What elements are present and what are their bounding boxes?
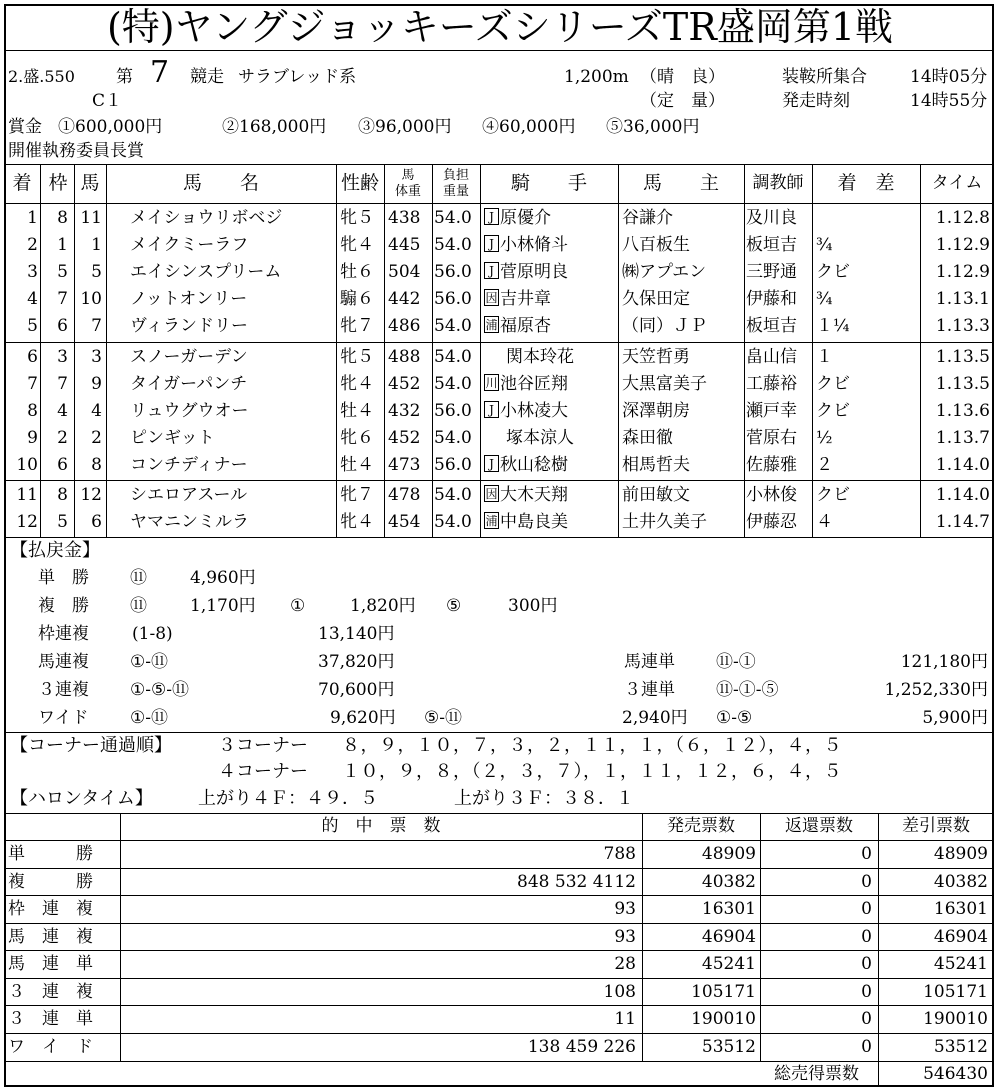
votes-header-sold: 発売票数	[667, 816, 735, 836]
result-no: 12	[80, 485, 102, 505]
result-load: 54.0	[434, 347, 472, 367]
jockey-affiliation-badge: 川	[485, 376, 498, 390]
header-horse-no: 馬	[80, 172, 100, 194]
votes-header-net: 差引票数	[902, 816, 970, 836]
votes-sold: 190010	[691, 1009, 756, 1029]
result-no: 2	[91, 428, 102, 448]
result-owner: 天笠哲勇	[622, 347, 690, 367]
jockey-affiliation-badge: J	[484, 401, 499, 418]
result-trainer: 伊藤忍	[746, 512, 797, 532]
votes-sold: 40382	[701, 871, 756, 892]
result-trainer: 菅原右	[746, 428, 797, 448]
umatan-combo: ⑪-①	[716, 652, 756, 672]
votes-net: 45241	[933, 954, 988, 974]
result-load: 54.0	[434, 428, 472, 448]
result-jockey	[484, 398, 618, 425]
votes-label: ワ イ ド	[8, 1036, 93, 1057]
header-load-bottom: 重量	[442, 184, 469, 199]
votes-label: 馬 連 複	[8, 926, 93, 947]
result-weight: 488	[388, 347, 421, 367]
result-name: エイシンスプリーム	[130, 262, 282, 282]
start-label: 発走時刻	[782, 91, 850, 111]
result-name: ヤマニンミルラ	[130, 512, 249, 532]
result-frame: 6	[57, 455, 68, 475]
result-frame: 6	[57, 316, 68, 336]
votes-label: 複 勝	[8, 871, 93, 892]
result-sexage: 牝７	[340, 316, 374, 336]
votes-header-refund: 返還票数	[785, 816, 853, 836]
tansho-label: 単 勝	[38, 568, 89, 588]
result-jockey	[484, 259, 618, 286]
result-time: 1.12.8	[935, 208, 990, 228]
result-load: 54.0	[434, 374, 472, 394]
result-owner: ㈱アプエン	[622, 262, 707, 282]
umatan-value: 121,180円	[900, 652, 988, 672]
jockey-name: 大木天翔	[500, 485, 568, 505]
result-weight: 438	[388, 208, 421, 228]
santan-combo: ⑪-①-⑤	[716, 680, 779, 700]
result-jockey	[484, 344, 640, 371]
wakuren-value: 13,140円	[318, 624, 395, 644]
umaren-value: 37,820円	[318, 652, 395, 672]
votes-sold: 48909	[701, 844, 756, 864]
votes-net: 46904	[933, 926, 988, 947]
result-time: 1.14.7	[935, 512, 990, 532]
result-frame: 3	[57, 347, 68, 367]
fukusho-value-3: 300円	[508, 596, 558, 616]
tansho-value: 4,960円	[190, 568, 256, 588]
votes-hit: 848 532 4112	[517, 871, 636, 892]
result-name: ノットオンリー	[130, 289, 248, 309]
sanfuku-combo: ①-⑤-⑪	[130, 680, 189, 700]
jockey-name: 小林凌大	[500, 401, 568, 421]
result-weight: 478	[388, 485, 421, 505]
result-rank: 7	[27, 374, 38, 394]
result-rank: 1	[27, 208, 38, 228]
header-jockey: 騎 手	[510, 172, 587, 194]
result-jockey	[484, 286, 618, 313]
race-weight-rule: （定 量）	[640, 91, 725, 111]
jockey-name: 塚本涼人	[506, 428, 574, 448]
result-jockey	[484, 232, 618, 259]
votes-label: 単 勝	[8, 844, 93, 864]
result-frame: 7	[57, 374, 68, 394]
result-load: 56.0	[434, 289, 472, 309]
votes-hit: 28	[614, 954, 636, 974]
header-load-top: 負担	[442, 168, 469, 183]
wide-value-3: 5,900円	[922, 708, 988, 728]
header-margin: 着 差	[837, 172, 895, 194]
result-sexage: 牝４	[340, 374, 374, 394]
result-jockey	[484, 313, 618, 340]
votes-refund: 0	[861, 981, 872, 1002]
wakuren-label: 枠連複	[38, 624, 89, 644]
wide-label: ワイド	[38, 708, 89, 728]
result-time: 1.13.5	[935, 374, 990, 394]
result-owner: 八百板生	[622, 235, 690, 255]
result-jockey	[484, 482, 618, 509]
jockey-name: 池谷匠翔	[500, 374, 568, 394]
result-sexage: 牝５	[340, 347, 374, 367]
result-no: 10	[80, 289, 102, 309]
result-margin: ２	[816, 455, 833, 475]
result-trainer: 板垣吉	[746, 316, 797, 336]
result-time: 1.12.9	[935, 262, 990, 282]
jockey-affiliation-badge: J	[484, 455, 499, 472]
votes-label: 枠 連 複	[8, 899, 93, 919]
result-rank: 3	[27, 262, 38, 282]
result-frame: 4	[57, 401, 68, 421]
result-trainer: 小林俊	[746, 485, 797, 505]
result-margin: クビ	[816, 485, 850, 505]
result-load: 54.0	[434, 316, 472, 336]
jockey-affiliation-badge: J	[484, 262, 499, 279]
result-sexage: 牝４	[340, 235, 374, 255]
title-rule	[4, 50, 994, 51]
votes-hit: 93	[614, 899, 636, 919]
corner-4-order: １０，９，８，（２，３，７），１，１１，１２，６，４，５	[342, 761, 842, 782]
race-number: 7	[150, 55, 170, 90]
corner-3-label: ３コーナー	[218, 735, 308, 756]
result-name: コンチディナー	[130, 455, 248, 475]
votes-net: 16301	[933, 899, 988, 919]
fukusho-combo-2: ①	[290, 596, 306, 616]
header-rank: 着	[12, 172, 32, 194]
result-frame: 2	[57, 428, 68, 448]
votes-refund: 0	[861, 871, 872, 892]
result-jockey	[484, 452, 618, 479]
votes-hit: 93	[614, 926, 636, 947]
header-trainer: 調教師	[752, 173, 804, 193]
result-frame: 7	[57, 289, 68, 309]
result-time: 1.13.5	[935, 347, 990, 367]
result-trainer: 及川良	[746, 208, 797, 228]
result-margin: １	[816, 347, 833, 367]
fukusho-combo-1: ⑪	[130, 596, 147, 616]
votes-sold: 46904	[701, 926, 756, 947]
result-frame: 5	[57, 262, 68, 282]
votes-label: ３ 連 複	[8, 981, 93, 1002]
result-no: 5	[91, 262, 102, 282]
jockey-name: 中島良美	[500, 512, 568, 532]
header-weight-bottom: 体重	[394, 184, 421, 199]
result-no: 6	[91, 512, 102, 532]
result-owner: 土井久美子	[622, 512, 707, 532]
votes-net: 48909	[933, 844, 988, 864]
result-rank: 5	[27, 316, 38, 336]
result-frame: 8	[57, 485, 68, 505]
result-sexage: 牡４	[340, 401, 374, 421]
result-no: 1	[91, 235, 102, 255]
result-sexage: 騸６	[340, 289, 374, 309]
result-rank: 6	[27, 347, 38, 367]
result-weight: 473	[388, 455, 421, 475]
votes-hit: 108	[603, 981, 636, 1002]
start-time: 14時55分	[910, 91, 988, 111]
votes-hit: 138 459 226	[527, 1036, 636, 1057]
votes-sold: 105171	[691, 981, 756, 1002]
gather-label: 装鞍所集合	[782, 67, 867, 87]
result-rank: 12	[16, 512, 38, 532]
result-sexage: 牝７	[340, 485, 374, 505]
header-weight-top: 馬	[401, 168, 415, 183]
prize-3: ③96,000円	[358, 117, 452, 137]
result-load: 56.0	[434, 401, 472, 421]
race-breed: サラブレッド系	[238, 67, 357, 87]
result-name: メイショウリボベジ	[130, 208, 283, 228]
result-trainer: 伊藤和	[746, 289, 797, 309]
result-frame: 8	[57, 208, 68, 228]
result-owner: 相馬哲夫	[622, 455, 690, 475]
result-margin: クビ	[816, 374, 850, 394]
umatan-label: 馬連単	[624, 652, 675, 672]
result-rank: 8	[27, 401, 38, 421]
prize-1: ①600,000円	[58, 117, 163, 137]
fukusho-value-1: 1,170円	[190, 596, 256, 616]
jockey-affiliation-badge: J	[484, 208, 499, 225]
result-owner: （同）ＪＰ	[622, 316, 707, 336]
result-weight: 452	[388, 428, 421, 448]
votes-label: ３ 連 単	[8, 1009, 93, 1029]
header-time: タイム	[931, 173, 983, 193]
race-distance: 1,200m	[564, 67, 629, 87]
result-owner: 森田徹	[622, 428, 673, 448]
sanfuku-value: 70,600円	[318, 680, 395, 700]
race-dai: 第	[116, 67, 133, 87]
gather-time: 14時05分	[910, 67, 988, 87]
result-weight: 442	[388, 289, 421, 309]
jockey-affiliation-badge: 因	[485, 487, 498, 501]
result-weight: 432	[388, 401, 421, 421]
result-frame: 5	[57, 512, 68, 532]
result-load: 56.0	[434, 262, 472, 282]
furlong-header: 【ハロンタイム】	[10, 788, 153, 809]
result-trainer: 工藤裕	[746, 374, 797, 394]
result-sexage: 牡４	[340, 455, 374, 475]
sanfuku-label: ３連複	[38, 680, 89, 700]
result-name: ピンギット	[130, 428, 215, 448]
result-margin: １¼	[816, 316, 850, 336]
wide-value-2: 2,940円	[622, 708, 688, 728]
votes-label: 馬 連 単	[8, 954, 93, 974]
votes-sold: 53512	[701, 1036, 756, 1057]
header-owner: 馬 主	[642, 172, 719, 194]
result-no: 9	[91, 374, 102, 394]
race-title: (特)ヤングジョッキーズシリーズTR盛岡第1戦	[106, 5, 894, 49]
votes-refund: 0	[861, 899, 872, 919]
result-owner: 深澤朝房	[622, 401, 690, 421]
payout-header: 【払戻金】	[10, 540, 100, 561]
result-owner: 前田敏文	[622, 485, 690, 505]
prize-4: ④60,000円	[482, 117, 576, 137]
total-sales-label: 総売得票数	[774, 1064, 859, 1084]
result-name: タイガーパンチ	[130, 374, 248, 394]
result-name: ヴィランドリー	[130, 316, 248, 336]
prize-5: ⑤36,000円	[606, 117, 700, 137]
jockey-name: 小林脩斗	[500, 235, 568, 255]
result-name: リュウグウオー	[130, 401, 249, 421]
result-load: 54.0	[434, 208, 472, 228]
corner-4-label: ４コーナー	[218, 761, 308, 782]
result-time: 1.12.9	[935, 235, 990, 255]
total-sales-value: 546430	[923, 1064, 988, 1084]
result-no: 11	[80, 208, 102, 228]
umaren-label: 馬連複	[38, 652, 89, 672]
votes-net: 105171	[923, 981, 988, 1002]
votes-hit: 11	[614, 1009, 636, 1029]
furlong-last-3f: 上がり３Ｆ：３８．１	[454, 788, 634, 809]
result-margin: ½	[816, 428, 833, 448]
result-weight: 445	[388, 235, 421, 255]
result-margin: ¾	[816, 235, 833, 255]
header-sex-age: 性齢	[340, 172, 379, 194]
result-owner: 久保田定	[622, 289, 690, 309]
wide-combo-2: ⑤-⑪	[424, 708, 462, 728]
jockey-name: 福原杏	[500, 316, 551, 336]
result-jockey	[484, 371, 618, 398]
result-weight: 504	[388, 262, 421, 282]
result-weight: 454	[388, 512, 421, 532]
jockey-name: 吉井章	[500, 289, 551, 309]
result-frame: 1	[57, 235, 68, 255]
result-margin: クビ	[816, 401, 850, 421]
result-time: 1.13.3	[935, 316, 990, 336]
votes-refund: 0	[861, 1036, 872, 1057]
jockey-name: 秋山稔樹	[500, 455, 568, 475]
result-trainer: 瀬戸幸	[746, 401, 797, 421]
votes-net: 40382	[933, 871, 988, 892]
result-rank: 10	[16, 455, 38, 475]
result-no: 7	[91, 316, 102, 336]
result-trainer: 板垣吉	[746, 235, 797, 255]
header-frame: 枠	[48, 172, 68, 194]
wakuren-combo: (1-8)	[132, 624, 173, 644]
result-load: 56.0	[434, 455, 472, 475]
fukusho-value-2: 1,820円	[350, 596, 416, 616]
race-kyoso: 競走	[190, 67, 224, 87]
votes-hit: 788	[603, 844, 636, 864]
result-owner: 谷謙介	[622, 208, 673, 228]
result-rank: 4	[27, 289, 38, 309]
result-time: 1.14.0	[935, 455, 990, 475]
furlong-last-4f: 上がり４Ｆ：４９．５	[198, 788, 378, 809]
tansho-combo: ⑪	[130, 568, 147, 588]
result-trainer: 佐藤雅	[746, 455, 797, 475]
result-margin: ４	[816, 512, 833, 532]
fukusho-label: 複 勝	[38, 596, 89, 616]
result-name: スノーガーデン	[130, 347, 248, 367]
result-margin: クビ	[816, 262, 850, 282]
result-sexage: 牝５	[340, 208, 374, 228]
votes-header-hit: 的 中 票 数	[321, 816, 441, 836]
wide-combo-1: ①-⑪	[130, 708, 168, 728]
result-jockey	[484, 425, 640, 452]
votes-net: 190010	[923, 1009, 988, 1029]
votes-sold: 16301	[701, 899, 756, 919]
result-weight: 452	[388, 374, 421, 394]
fukusho-combo-3: ⑤	[446, 596, 462, 616]
result-weight: 486	[388, 316, 421, 336]
result-sexage: 牡６	[340, 262, 374, 282]
race-class: C１	[92, 91, 123, 111]
result-trainer: 三野通	[746, 262, 797, 282]
result-time: 1.13.7	[935, 428, 990, 448]
header-horse-name: 馬 名	[182, 172, 259, 194]
votes-net: 53512	[933, 1036, 988, 1057]
result-trainer: 畠山信	[746, 347, 797, 367]
wide-combo-3: ①-⑤	[716, 708, 753, 728]
result-rank: 9	[27, 428, 38, 448]
result-no: 8	[91, 455, 102, 475]
corner-3-order: ８，９，１０，７，３，２，１１，１，（６，１２），４，５	[342, 735, 842, 756]
result-jockey	[484, 509, 618, 536]
umaren-combo: ①-⑪	[130, 652, 168, 672]
result-rank: 2	[27, 235, 38, 255]
prize-2: ②168,000円	[222, 117, 327, 137]
votes-refund: 0	[861, 926, 872, 947]
votes-refund: 0	[861, 954, 872, 974]
result-time: 1.13.1	[935, 289, 990, 309]
result-load: 54.0	[434, 485, 472, 505]
result-no: 3	[91, 347, 102, 367]
race-code: 2.盛.550	[8, 67, 75, 86]
jockey-name: 関本玲花	[506, 347, 574, 367]
wide-value-1: 9,620円	[330, 708, 396, 728]
jockey-affiliation-badge: 浦	[485, 514, 498, 528]
result-sexage: 牝６	[340, 428, 374, 448]
result-no: 4	[91, 401, 102, 421]
result-sexage: 牝４	[340, 512, 374, 532]
result-rank: 11	[16, 485, 38, 505]
award-name: 開催執務委員長賞	[8, 141, 144, 161]
result-load: 54.0	[434, 512, 472, 532]
santan-label: ３連単	[624, 680, 675, 700]
result-name: シエロアスール	[130, 485, 248, 505]
prize-label: 賞金	[8, 117, 42, 137]
votes-sold: 45241	[701, 954, 756, 974]
jockey-name: 原優介	[500, 208, 551, 228]
result-margin: ¾	[816, 289, 833, 309]
votes-refund: 0	[861, 844, 872, 864]
result-load: 54.0	[434, 235, 472, 255]
votes-refund: 0	[861, 1009, 872, 1029]
result-time: 1.14.0	[935, 485, 990, 505]
result-margin	[816, 205, 920, 232]
jockey-name: 菅原明良	[500, 262, 568, 282]
jockey-affiliation-badge: 浦	[485, 318, 498, 332]
result-jockey	[484, 205, 618, 232]
result-owner: 大黒富美子	[622, 374, 707, 394]
result-name: メイクミーラフ	[130, 235, 249, 255]
result-time: 1.13.6	[935, 401, 990, 421]
race-weather: （晴 良）	[640, 67, 725, 87]
corner-header: 【コーナー通過順】	[10, 735, 172, 756]
jockey-affiliation-badge: 因	[485, 291, 498, 305]
santan-value: 1,252,330円	[884, 680, 988, 700]
jockey-affiliation-badge: J	[484, 235, 499, 252]
